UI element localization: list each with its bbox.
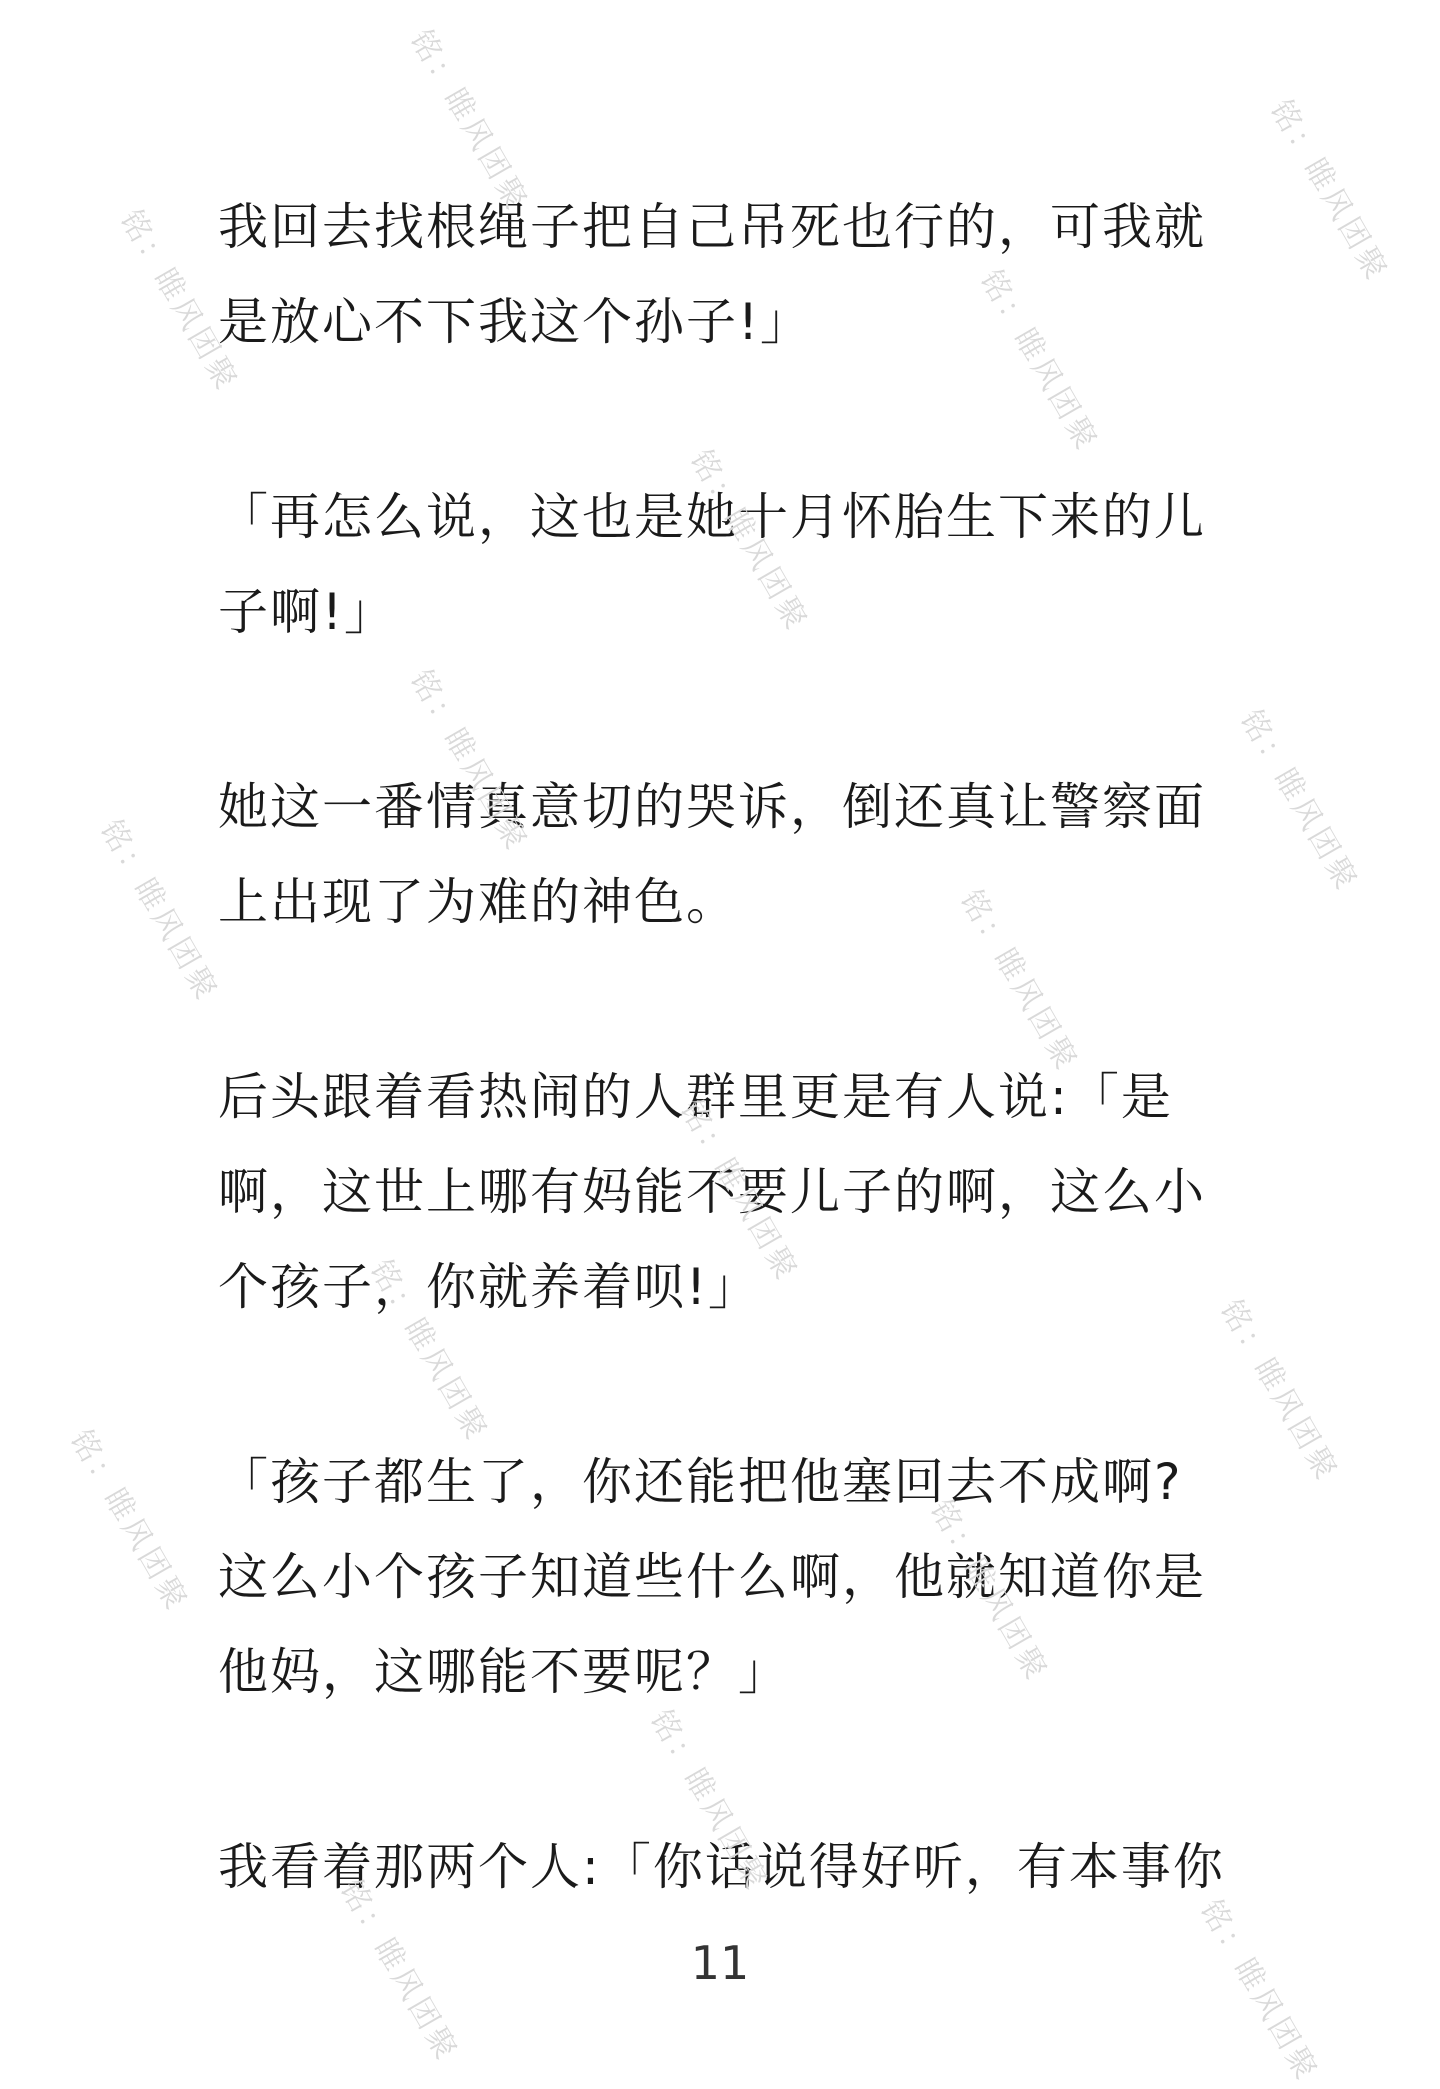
text-line: 这么小个孩子知道些什么啊，他就知道你是 <box>218 1548 1206 1606</box>
text-line: 后头跟着看热闹的人群里更是有人说:「是 <box>218 1068 1173 1126</box>
text-line: 他妈，这哪能不要呢？」 <box>218 1643 790 1701</box>
paragraph-6 <box>218 1820 1228 1915</box>
watermark: 铭：睢风团聚 <box>362 1254 496 1449</box>
watermark: 铭：睢风团聚 <box>402 664 536 859</box>
watermark: 铭：睢风团聚 <box>972 264 1106 459</box>
paragraph-5 <box>218 1435 1228 1720</box>
watermark: 铭：睢风团聚 <box>1192 1894 1326 2089</box>
watermark: 铭：睢风团聚 <box>1262 94 1396 289</box>
text-line: 啊，这世上哪有妈能不要儿子的啊，这么小 <box>218 1163 1206 1221</box>
paragraph-1 <box>218 180 1228 370</box>
text-line: 上出现了为难的神色。 <box>218 873 738 931</box>
watermark: 铭：睢风团聚 <box>62 1424 196 1619</box>
text-line: 「孩子都生了，你还能把他塞回去不成啊? <box>218 1453 1183 1511</box>
text-body <box>218 180 1228 2015</box>
watermark: 铭：睢风团聚 <box>1232 704 1366 899</box>
paragraph-2 <box>218 470 1228 660</box>
watermark: 铭：睢风团聚 <box>642 1704 776 1899</box>
paragraph-4 <box>218 1050 1228 1335</box>
text-line: 「再怎么说，这也是她十月怀胎生下来的儿 <box>218 488 1206 546</box>
watermark: 铭：睢风团聚 <box>922 1494 1056 1689</box>
text-line: 她这一番情真意切的哭诉，倒还真让警察面 <box>218 778 1206 836</box>
watermark: 铭：睢风团聚 <box>1212 1294 1346 1489</box>
text-line: 是放心不下我这个孙子!」 <box>218 293 813 351</box>
watermark: 铭：睢风团聚 <box>402 24 536 219</box>
watermark: 铭：睢风团聚 <box>672 1094 806 1289</box>
text-line: 子啊!」 <box>218 583 397 641</box>
watermark: 铭：睢风团聚 <box>682 444 816 639</box>
watermark: 铭：睢风团聚 <box>952 884 1086 1079</box>
paragraph-3 <box>218 760 1228 950</box>
text-line: 个孩子，你就养着呗!」 <box>218 1258 761 1316</box>
text-line: 我看着那两个人:「你话说得好听，有本事你 <box>218 1838 1225 1896</box>
watermark: 铭：睢风团聚 <box>92 814 226 1009</box>
page-number: 11 <box>690 1936 750 1990</box>
watermark: 铭：睢风团聚 <box>332 1874 466 2069</box>
watermark: 铭：睢风团聚 <box>112 204 246 399</box>
text-line: 我回去找根绳子把自己吊死也行的，可我就 <box>218 198 1206 256</box>
